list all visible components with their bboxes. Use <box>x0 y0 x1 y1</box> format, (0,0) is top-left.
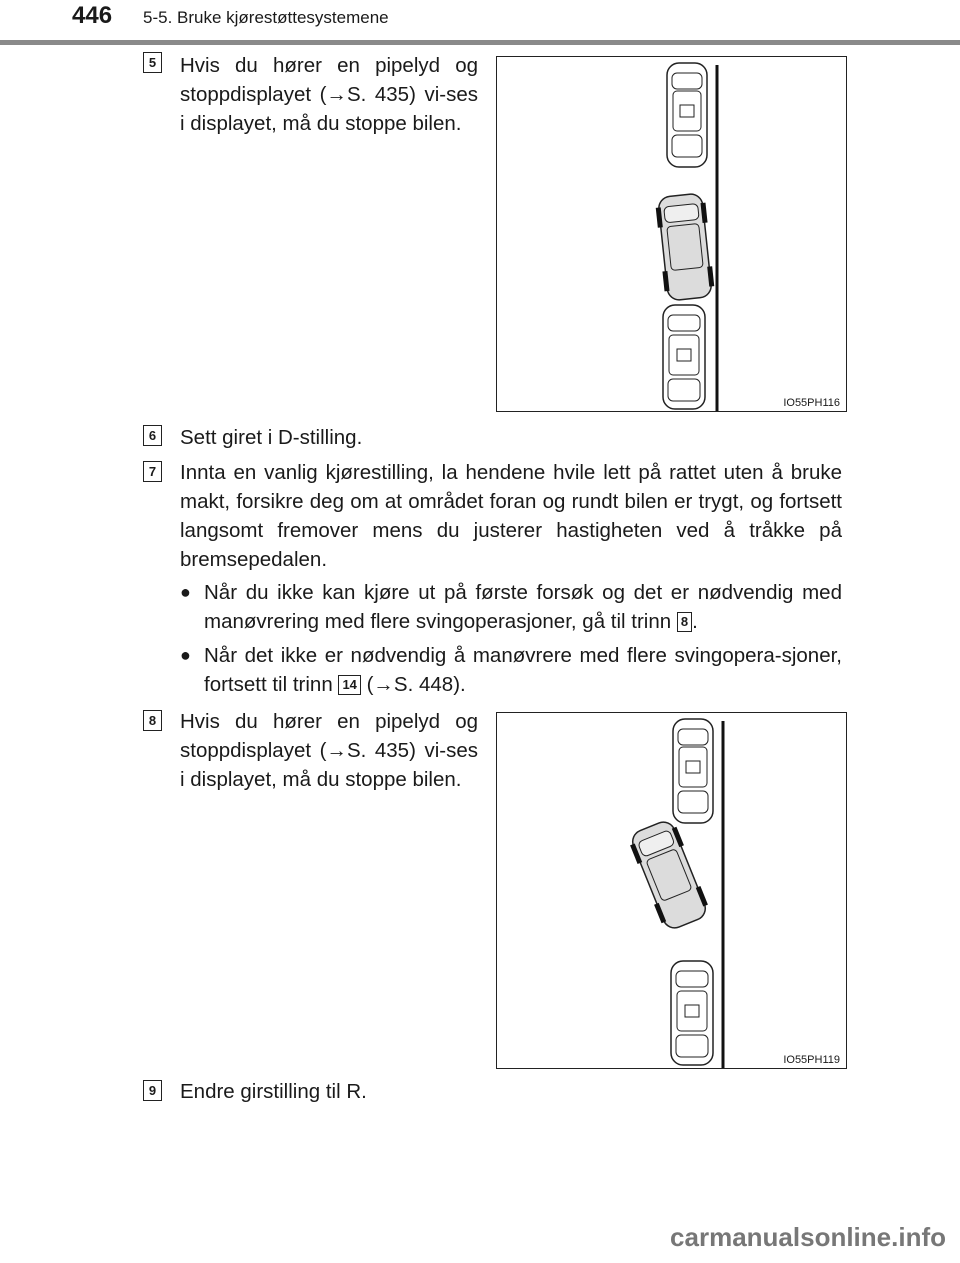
bullet-text-end: . <box>692 610 698 633</box>
parked-car-front-icon <box>667 63 707 167</box>
parallel-park-exit-step-5-diagram <box>497 57 846 411</box>
step-number-8: 8 <box>143 710 162 731</box>
figure-parking-step-5 <box>496 56 847 412</box>
parallel-park-exit-step-8-diagram <box>497 713 846 1068</box>
step-ref-8: 8 <box>677 612 692 632</box>
step-6-text: Sett giret i D-stilling. <box>180 426 363 449</box>
step-7-text: Innta en vanlig kjørestilling, la hendene hvile lett på rattet uten å bruke makt, forsikre deg om at området foran og rundt bilen er trygt, og fortsett langsomt fremover mens du justerer hastigheten ved å tråkke på bremsepedalen. <box>180 461 842 571</box>
parked-car-rear-icon <box>671 961 713 1065</box>
header-divider <box>0 40 960 45</box>
own-car-icon <box>655 193 716 302</box>
step-5-text: Hvis du hører en pipelyd og stoppdisplayet (→S. 435) vi-ses i displayet, må du stoppe bilen. <box>180 54 478 135</box>
parked-car-front-icon <box>673 719 713 823</box>
watermark-text: carmanualsonline.info <box>670 1222 946 1252</box>
bullet-text: Når du ikke kan kjøre ut på første forsøk og det er nødvendig med manøvrering med flere svingoperasjoner, gå til trinn <box>204 581 842 633</box>
section-title: 5-5. Bruke kjørestøttesystemene <box>143 8 389 27</box>
figure-code: IO55PH119 <box>783 1054 840 1066</box>
step-8-text: Hvis du hører en pipelyd og stoppdisplayet (→S. 435) vi-ses i displayet, må du stoppe bilen. <box>180 710 478 791</box>
parked-car-rear-icon <box>663 305 705 409</box>
own-car-icon <box>626 817 711 932</box>
bullet-text-end: (→S. 448). <box>360 673 466 696</box>
bullet-dot-icon: ● <box>180 582 191 602</box>
step-number-6: 6 <box>143 425 162 446</box>
bullet-text: Når det ikke er nødvendig å manøvrere med flere svingopera-sjoner, fortsett til trinn <box>204 644 842 696</box>
step-9-text: Endre girstilling til R. <box>180 1080 367 1103</box>
bullet-item <box>180 641 842 699</box>
step-number-5: 5 <box>143 52 162 73</box>
bullet-item <box>180 578 842 636</box>
step-ref-14: 14 <box>338 675 360 695</box>
figure-parking-step-8 <box>496 712 847 1069</box>
bullet-dot-icon: ● <box>180 645 191 665</box>
step-number-9: 9 <box>143 1080 162 1101</box>
figure-code: IO55PH116 <box>783 397 840 409</box>
page-number: 446 <box>72 2 113 29</box>
step-number-7: 7 <box>143 461 162 482</box>
